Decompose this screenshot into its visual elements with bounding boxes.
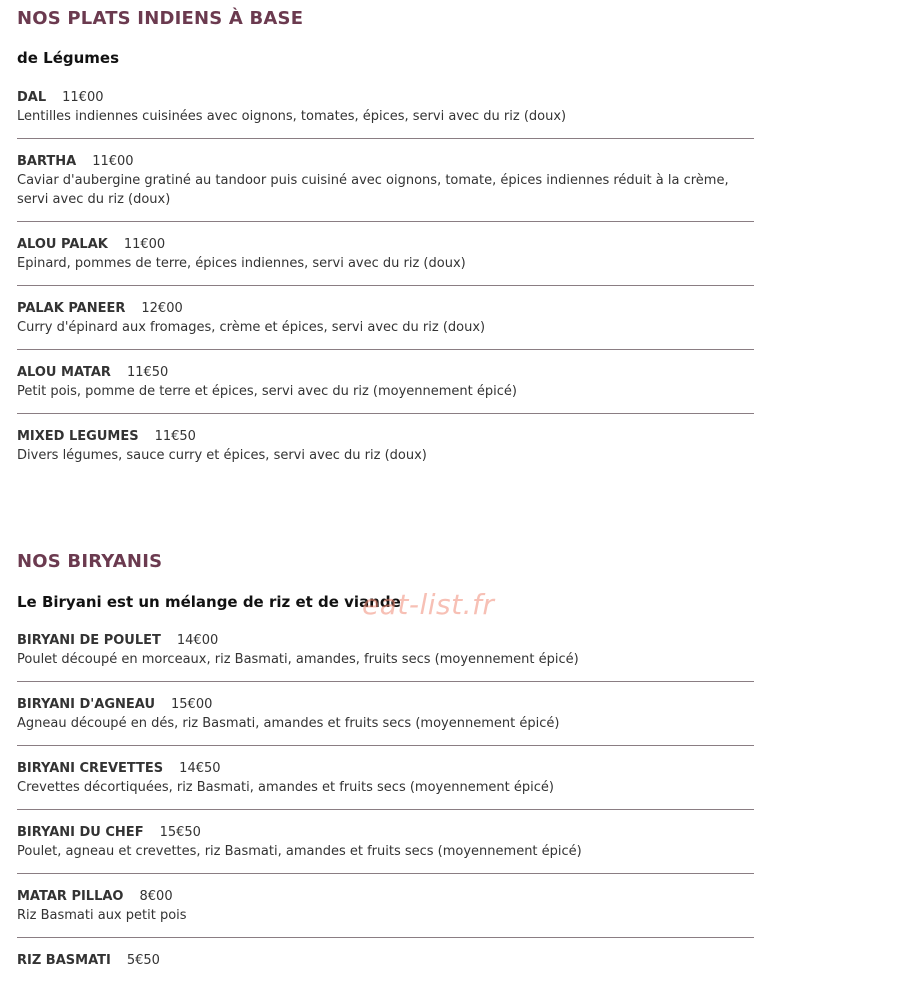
item-price: 15€50: [159, 825, 201, 840]
section-title: NOS PLATS INDIENS À BASE: [17, 8, 304, 29]
item-name: BIRYANI DE POULET: [17, 633, 161, 648]
menu-item: [17, 696, 754, 746]
item-name: DAL: [17, 90, 47, 105]
item-name: PALAK PANEER: [17, 301, 126, 316]
item-description: Crevettes décortiquées, riz Basmati, amandes et fruits secs (moyennement épicé): [17, 780, 554, 795]
menu-item: [17, 236, 754, 286]
item-name: MIXED LEGUMES: [17, 429, 139, 444]
section-subtitle: Le Biryani est un mélange de riz et de viande: [17, 593, 401, 611]
menu-item: [17, 632, 754, 682]
menu-item: [17, 89, 754, 139]
item-price: 11€00: [62, 90, 104, 105]
menu-item: [17, 364, 754, 414]
item-price: 12€00: [141, 301, 183, 316]
item-name: ALOU MATAR: [17, 365, 111, 380]
item-name: BARTHA: [17, 154, 77, 169]
item-description: Curry d'épinard aux fromages, crème et épices, servi avec du riz (doux): [17, 320, 486, 335]
item-description: Poulet, agneau et crevettes, riz Basmati, amandes et fruits secs (moyennement épicé): [17, 844, 582, 859]
section-subtitle: de Légumes: [17, 49, 120, 67]
item-description: Poulet découpé en morceaux, riz Basmati, amandes, fruits secs (moyennement épicé): [17, 652, 579, 667]
item-price: 14€00: [176, 633, 219, 648]
menu-item: [17, 153, 754, 222]
menu-item: [17, 888, 754, 938]
item-description: Petit pois, pomme de terre et épices, servi avec du riz (moyennement épicé): [17, 384, 517, 399]
item-price: 11€00: [92, 154, 134, 169]
item-description: Caviar d'aubergine gratiné au tandoor puis cuisiné avec oignons, tomate, épices indiennes réduit à la crème, servi avec du riz (doux): [17, 173, 729, 207]
item-name: BIRYANI DU CHEF: [17, 825, 144, 840]
menu-item: [17, 428, 754, 477]
item-description: Lentilles indiennes cuisinées avec oignons, tomates, épices, servi avec du riz (doux): [17, 109, 567, 124]
section-title: NOS BIRYANIS: [17, 551, 163, 572]
item-price: 15€00: [171, 697, 213, 712]
item-price: 14€50: [179, 761, 221, 776]
item-price: 5€50: [126, 953, 160, 968]
item-name: RIZ BASMATI: [17, 953, 111, 968]
item-name: BIRYANI D'AGNEAU: [17, 697, 155, 712]
item-price: 8€00: [139, 889, 173, 904]
item-name: MATAR PILLAO: [17, 889, 124, 904]
menu-item: [17, 760, 754, 810]
item-price: 11€50: [154, 429, 196, 444]
item-price: 11€50: [126, 365, 169, 380]
item-description: Riz Basmati aux petit pois: [17, 908, 187, 923]
watermark: eat-list.fr: [362, 588, 495, 621]
item-description: Divers légumes, sauce curry et épices, servi avec du riz (doux): [17, 448, 427, 463]
item-name: BIRYANI CREVETTES: [17, 761, 164, 776]
item-name: ALOU PALAK: [17, 237, 108, 252]
menu-item: [17, 300, 754, 350]
item-price: 11€00: [123, 237, 166, 252]
menu-item: [17, 952, 754, 982]
item-description: Agneau découpé en dés, riz Basmati, amandes et fruits secs (moyennement épicé): [17, 716, 560, 731]
item-description: Epinard, pommes de terre, épices indiennes, servi avec du riz (doux): [17, 256, 466, 271]
menu-item: [17, 824, 754, 874]
